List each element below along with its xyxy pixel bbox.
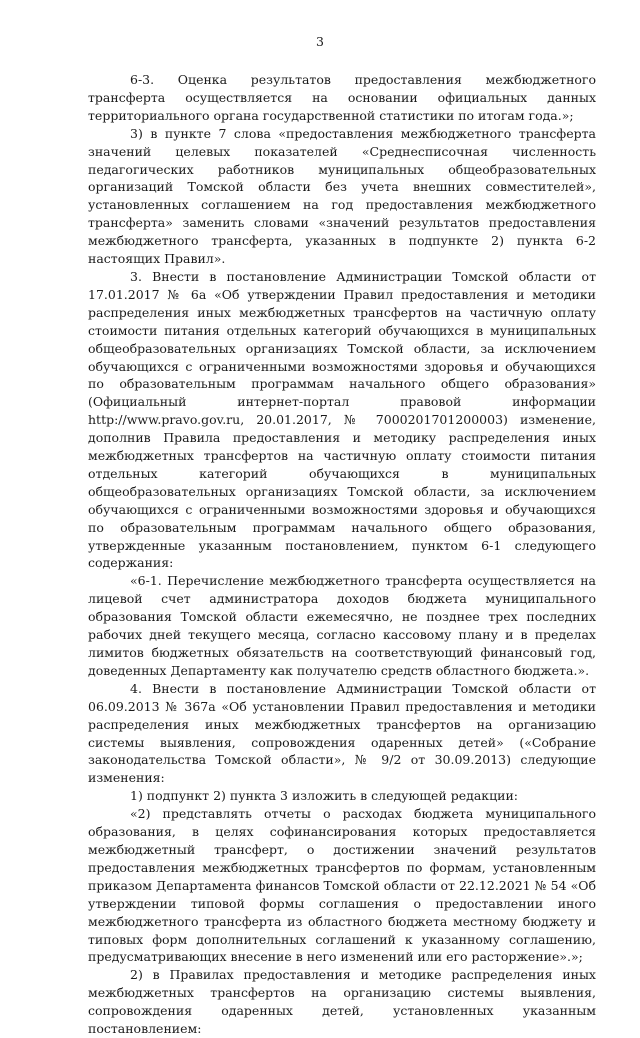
paragraph-6-3: 6-3. Оценка результатов предоставления межбюджетного трансферта осуществляется на основании официальных данных территориального органа государственной статистики по итогам года.»; (88, 72, 596, 123)
paragraph-6-1: «6-1. Перечисление межбюджетного трансферта осуществляется на лицевой счет администратора доходов бюджета муниципального образования Томской области ежемесячно, не позднее трех последних рабочих дней текущего месяца, согласно кассовому плану и в пределах лимитов бюджетных обязательств на соответствующий финансовый год, доведенных Департаменту как получателю средств областного бюджета.». (88, 573, 596, 678)
document-body (88, 71, 596, 1038)
paragraph-section-3: 3. Внести в постановление Администрации Томской области от 17.01.2017 № 6а «Об утверждении Правил предоставления и методики распределения иных межбюджетных трансфертов на частичную оплату стоимости питания отдельных категорий обучающихся в муниципальных общеобразовательных организациях Томской области, за исключением обучающихся с ограниченными возможностями здоровья и обучающихся по образовательным программам начального общего образования» (Официальный интернет-портал правовой информации http://www.pravo.gov.ru, 20.01.2017, № 7000201701200003) изменение, дополнив Правила предоставления и методику распределения иных межбюджетных трансфертов на частичную оплату стоимости питания отдельных категорий обучающихся в муниципальных общеобразовательных организациях Томской области, за исключением обучающихся с ограниченными возможностями здоровья и обучающихся по образовательным программам начального общего образования, утвержденные указанным постановлением, пунктом 6-1 следующего содержания: (88, 268, 596, 571)
page-number: 3 (316, 34, 324, 49)
paragraph-section-4: 4. Внести в постановление Администрации Томской области от 06.09.2013 № 367а «Об установлении Правил предоставления и методики распределения иных межбюджетных трансфертов на организацию системы выявления, сопровождения одаренных детей» («Собрание законодательства Томской области», № 9/2 от 30.09.2013) следующие изменения: (88, 680, 596, 786)
paragraph-item-3-point-7: 3) в пункте 7 слова «предоставления межбюджетного трансферта значений целевых показателей «Среднесписочная численность педагогических работников муниципальных общеобразовательных организаций Томской области без учета внешних совместителей», установленных соглашением на год предоставления межбюджетного трансферта» заменить словами «значений результатов предоставления межбюджетного трансферта, указанных в подпункте 2) пункта 6-2 настоящих Правил». (88, 125, 596, 267)
paragraph-subitem-2: 2) в Правилах предоставления и методике распределения иных межбюджетных трансфертов на организацию системы выявления, сопровождения одаренных детей, установленных указанным постановлением: (88, 967, 596, 1037)
paragraph-quoted-subitem-2: «2) представлять отчеты о расходах бюджета муниципального образования, в целях софинансирования которых предоставляется межбюджетный трансферт, о достижении значений результатов предоставления межбюджетных трансфертов по формам, установленным приказом Департамента финансов Томской области от 22.12.2021 № 54 «Об утверждении типовой формы соглашения о предоставлении иного межбюджетного трансферта из областного бюджета местному бюджету и типовых форм дополнительных соглашений к указанному соглашению, предусматривающих внесение в него изменений или его расторжение».»; (88, 806, 596, 965)
paragraph-subitem-1: 1) подпункт 2) пункта 3 изложить в следующей редакции: (130, 788, 518, 804)
